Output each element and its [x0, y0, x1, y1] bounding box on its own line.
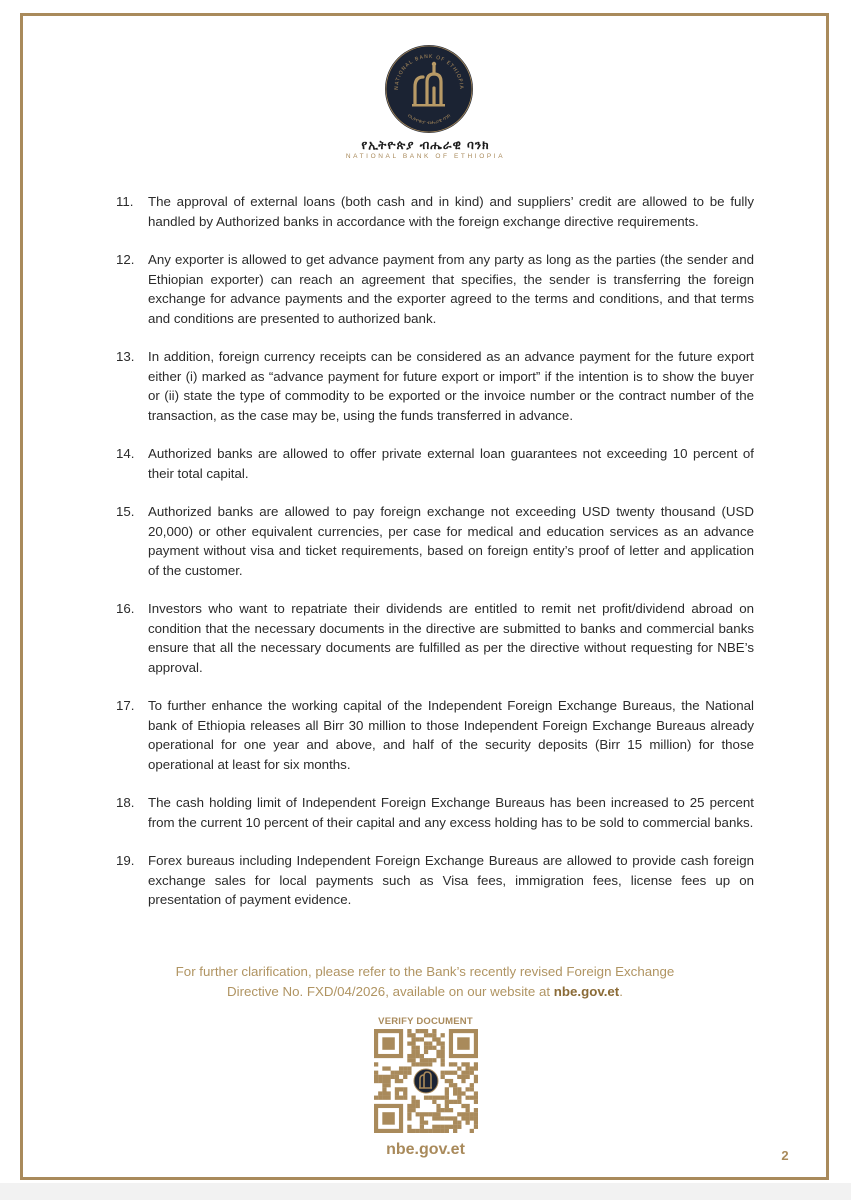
item-text: In addition, foreign currency receipts can be considered as an advance payment for the future export either (i) marked as “advance payment for future export or import” if the intention is to show the buyer or (ii) state the type of commodity to be exported or the invoice number or the contract number of the transaction, as the case may be, using the funds transferred in advance. [148, 349, 754, 423]
seal-amharic-text: የኢትዮጵያ ብሔራዊ ባንክ [406, 112, 452, 127]
verify-qr-code[interactable] [374, 1029, 478, 1133]
item-number: 12. [116, 252, 135, 267]
list-item [116, 250, 754, 328]
item-number: 17. [116, 698, 135, 713]
clarification-line-2 [130, 982, 720, 1002]
qr-code-icon [374, 1029, 478, 1133]
verify-document-label: VERIFY DOCUMENT [378, 1016, 473, 1027]
list-item [116, 696, 754, 774]
list-item [116, 851, 754, 910]
list-item [116, 599, 754, 677]
item-number: 18. [116, 795, 135, 810]
item-text: Investors who want to repatriate their dividends are entitled to remit net profit/dividend abroad on condition that the necessary documents in the directive are submitted to banks and commercial banks ensure that all the necessary documents are fulfilled as per the directive without requesting for NBE’s approval. [148, 601, 754, 675]
page-bottom-edge [0, 1183, 851, 1200]
item-text: Forex bureaus including Independent Foreign Exchange Bureaus are allowed to provide cash foreign exchange sales for local payments such as Visa fees, immigration fees, license fees up on presentation of payment evidence. [148, 853, 754, 907]
item-text: The approval of external loans (both cash and in kind) and suppliers’ credit are allowed to be fully handled by Authorized banks in accordance with the foreign exchange directive requirements. [148, 194, 754, 229]
item-number: 11. [116, 194, 134, 209]
directive-items [116, 192, 754, 910]
item-number: 16. [116, 601, 135, 616]
list-item [116, 347, 754, 425]
clarification-line-1: For further clarification, please refer to the Bank’s recently revised Foreign Exchange [175, 964, 675, 979]
item-text: Any exporter is allowed to get advance payment from any party as long as the parties (the sender and Ethiopian exporter) can reach an agreement that specifies, the sender is transferring the foreign exchange for advance payments and the exporter agreed to the terms and conditions, and that terms and conditions are presented to authorized bank. [148, 252, 754, 326]
list-item [116, 444, 754, 483]
item-text: To further enhance the working capital of the Independent Foreign Exchange Bureaus, the National bank of Ethiopia releases all Birr 30 million to those Independent Foreign Exchange Bureaus already operational for one year and above, and half of the security deposits (Birr 15 million) for those operational at least for six months. [148, 698, 754, 772]
list-item [116, 502, 754, 580]
item-number: 13. [116, 349, 135, 364]
item-text: Authorized banks are allowed to offer private external loan guarantees not exceeding 10 percent of their total capital. [148, 446, 754, 481]
clarification-line-2-text: Directive No. FXD/04/2026, available on our website at [227, 984, 554, 999]
bank-name-amharic: የኢትዮጵያ ብሔራዊ ባንክ [361, 138, 490, 152]
website-link[interactable]: nbe.gov.et [553, 984, 620, 999]
nbe-emblem-icon [384, 44, 474, 134]
seal-english-text: NATIONAL BANK OF ETHIOPIA [393, 53, 465, 91]
nbe-logo-seal [384, 44, 474, 134]
clarification-line-2-end: . [619, 984, 623, 999]
item-number: 19. [116, 853, 135, 868]
list-item [116, 793, 754, 832]
item-number: 15. [116, 504, 135, 519]
page-number: 2 [781, 1148, 789, 1163]
footer-website[interactable]: nbe.gov.et [386, 1141, 465, 1158]
list-item [116, 192, 754, 231]
clarification-note [130, 962, 720, 1002]
bank-name-english: NATIONAL BANK OF ETHIOPIA [345, 153, 506, 160]
item-text: The cash holding limit of Independent Foreign Exchange Bureaus has been increased to 25 percent from the current 10 percent of their capital and any excess holding has to be sold to commercial banks. [148, 795, 754, 830]
item-text: Authorized banks are allowed to pay foreign exchange not exceeding USD twenty thousand (USD 20,000) or other equivalent currencies, per case for medical and education services as an advance payment without visa and ticket requirements, based on foreign entity’s proof of letter and application of the customer. [148, 504, 754, 578]
item-number: 14. [116, 446, 135, 461]
